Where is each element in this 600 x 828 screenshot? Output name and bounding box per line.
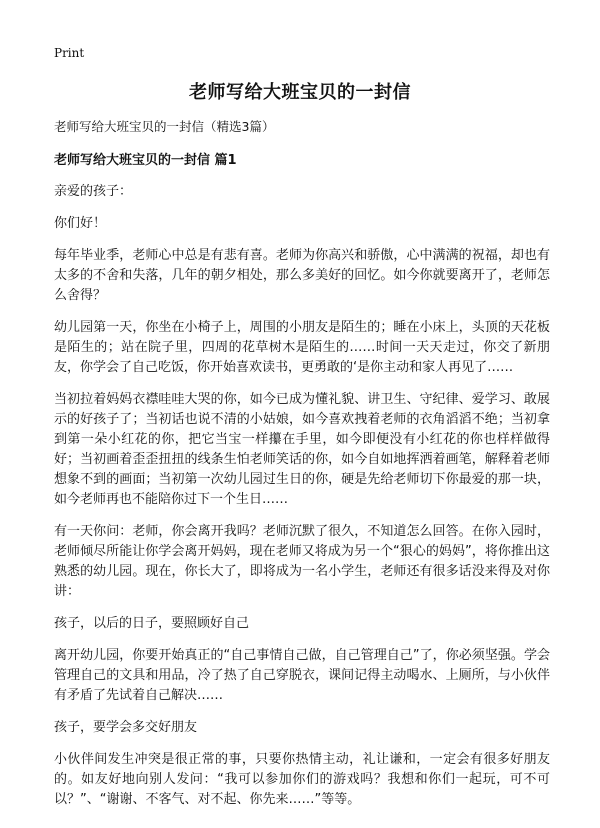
paragraph-hello: 你们好！ <box>54 216 107 231</box>
document-title: 老师写给大班宝贝的一封信 <box>189 82 411 103</box>
paragraph-subheading: 孩子，以后的日子，要照顾好自己 <box>54 616 250 631</box>
print-link[interactable]: Print <box>54 46 85 60</box>
section-heading: 老师写给大班宝贝的一封信 篇1 <box>54 153 237 168</box>
paragraph: 当初拉着妈妈衣襟哇哇大哭的你，如今已成为懂礼貌、讲卫生、守纪律、爱学习、敢展示的好孩子了；当初话也说不清的小姑娘，如今喜欢拽着老师的衣角滔滔不绝；当初拿到第一朵小红花的你，把它当宝一样攥在手里，如今即便没有小红花的你也样样做得好；当初画着歪歪扭扭的线条生怕老师笑话的你，如今自如地挥洒着画笔，解释着老师想象不到的画面；当初第一次幼儿园过生日的你，硬是先给老师切下你最爱的那一块，如今老师再也不能陪你过下一个生日…… <box>54 392 550 507</box>
paragraph: 每年毕业季，老师心中总是有悲有喜。老师为你高兴和骄傲，心中满满的祝福，却也有太多的不舍和失落，几年的朝夕相处，那么多美好的回忆。如今你就要离开了，老师怎么舍得？ <box>54 248 550 303</box>
paragraph: 离开幼儿园，你要开始真正的“自己事情自己做，自己管理自己”了，你必须坚强。学会管理自己的文具和用品，冷了热了自己穿脱衣，课间记得主动喝水、上厕所，与小伙伴有矛盾了先试着自己解决…… <box>54 648 550 703</box>
document-subtitle: 老师写给大班宝贝的一封信（精选3篇） <box>54 119 275 134</box>
paragraph-subheading: 孩子，要学会多交好朋友 <box>54 720 198 735</box>
paragraph: 幼儿园第一天，你坐在小椅子上，周围的小朋友是陌生的；睡在小床上，头顶的天花板是陌生的；站在院子里，四周的花草树木是陌生的……时间一天天走过，你交了新朋友，你学会了自己吃饭，你开始喜欢读书，更勇敢的‘是你主动和家人再见了…… <box>54 320 550 375</box>
document-body <box>54 116 550 822</box>
paragraph: 有一天你问：老师，你会离开我吗？老师沉默了很久，不知道怎么回答。在你入园时，老师倾尽所能让你学会离开妈妈，现在老师又将成为另一个“狠心的妈妈”，将你推出这熟悉的幼儿园。现在，你长大了，即将成为一名小学生，老师还有很多话没来得及对你讲： <box>54 524 550 599</box>
paragraph: 小伙伴间发生冲突是很正常的事，只要你热情主动，礼让谦和，一定会有很多好朋友的。如友好地向别人发问：“我可以参加你们的游戏吗？我想和你们一起玩，可不可以？”、“谢谢、不客气、对不起、你先来……”等等。 <box>54 752 550 807</box>
paragraph-greeting: 亲爱的孩子： <box>54 184 133 199</box>
